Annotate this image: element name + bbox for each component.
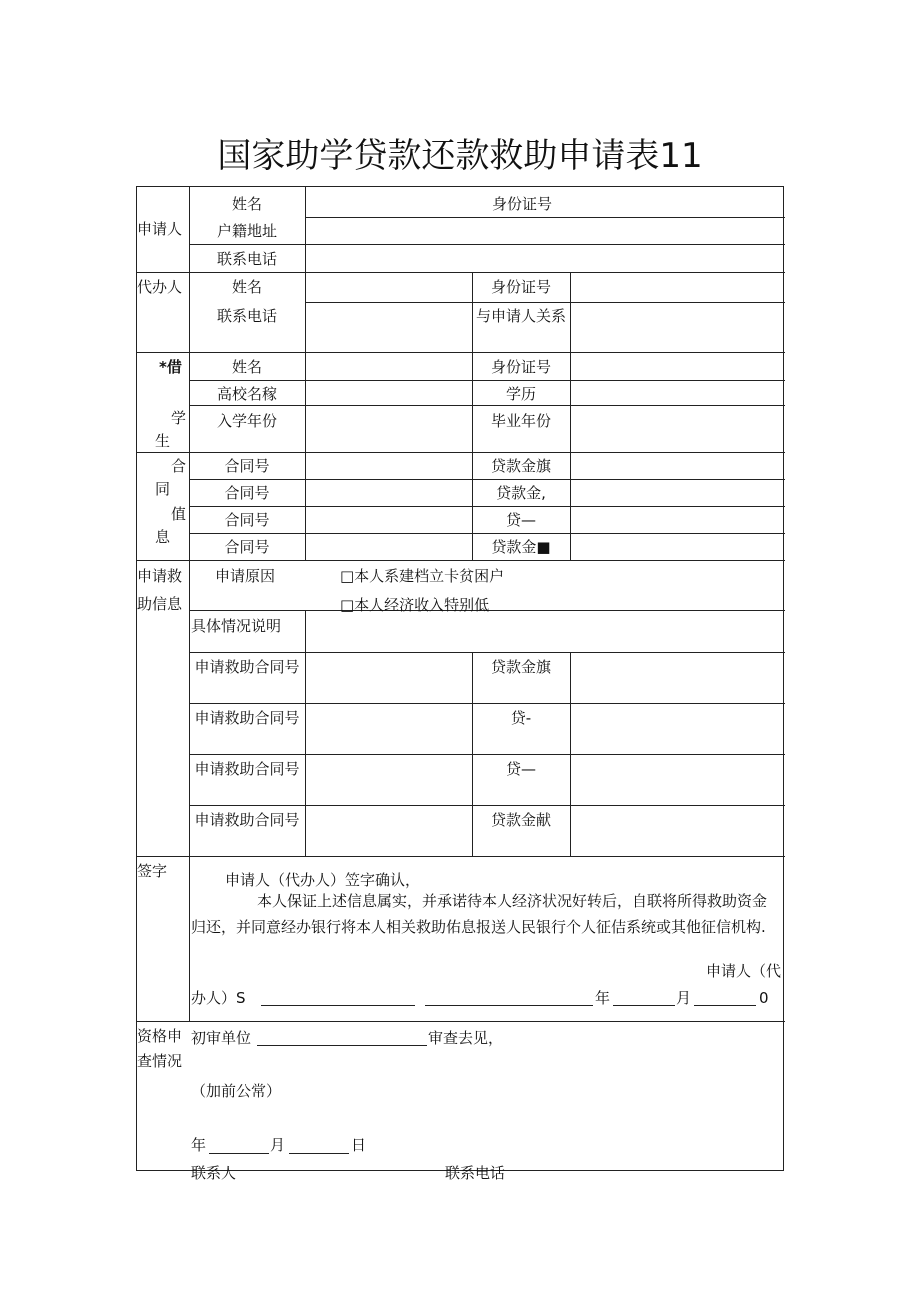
day-blank[interactable] (694, 1005, 756, 1006)
aid-loan-amount-label: 贷款金献 (490, 811, 551, 829)
review-section-label: 查情况 (137, 1052, 183, 1070)
aid-reason-label: 申请原因 (215, 567, 276, 585)
agent-name-label: 姓名 (231, 278, 262, 296)
borrower-name-label: 姓名 (231, 358, 262, 376)
contract-section-label: 值 (171, 505, 187, 523)
aid-loan-amount-label: 贷款金旗 (490, 658, 551, 676)
review-section-label: 资格申 (137, 1027, 183, 1045)
loan-amount-label: 贷款金旗 (490, 457, 551, 475)
grid-line (305, 187, 306, 272)
agent-id-label: 身份证号 (490, 278, 551, 296)
grid-line (189, 506, 785, 507)
grid-line (305, 302, 785, 303)
review-year-label: 年 (191, 1136, 207, 1154)
review-day-blank[interactable] (289, 1153, 349, 1154)
review-unit-blank[interactable] (257, 1045, 427, 1046)
review-day-label: 日 (351, 1136, 367, 1154)
contract-section-label: 同 (155, 480, 171, 498)
aid-section-label: 助信息 (137, 595, 183, 613)
signature-blank[interactable] (261, 1005, 415, 1006)
contract-section-label: 息 (155, 528, 171, 546)
review-unit-label: 初审单位 (191, 1029, 252, 1047)
grid-line (189, 405, 785, 406)
aid-contract-number-label: 申请救助合同号 (194, 709, 300, 727)
signature-applicant-label: 申请人（代 (706, 962, 782, 980)
grid-line (189, 754, 785, 755)
review-seal-label: （加前公常） (191, 1082, 282, 1100)
aid-contract-number-label: 申请救助合同号 (194, 760, 300, 778)
borrower-school-label: 高校名稼 (216, 385, 277, 403)
contract-number-label: 合同号 (224, 484, 270, 502)
review-month-blank[interactable] (209, 1153, 269, 1154)
applicant-id-label: 身份证号 (491, 195, 552, 213)
review-month-label: 月 (270, 1136, 286, 1154)
applicant-name-label: 姓名 (231, 195, 262, 213)
contract-number-label: 合同号 (224, 511, 270, 529)
signature-month-label: 月 (676, 989, 692, 1007)
review-contact-label: 联系人 (191, 1164, 237, 1182)
agent-phone-label: 联系电话 (216, 307, 277, 325)
review-contact-phone-label: 联系电话 (445, 1164, 506, 1182)
grid-line (137, 856, 785, 857)
aid-contract-number-label: 申请救助合同号 (194, 811, 300, 829)
grid-line (137, 560, 785, 561)
signature-confirm-line: 申请人（代办人）笠字确认， (225, 871, 421, 889)
contract-number-label: 合同号 (224, 457, 270, 475)
borrower-enroll-label: 入学年份 (216, 412, 277, 430)
aid-loan-amount-label: 贷— (505, 760, 536, 778)
applicant-section-label: 申请人 (137, 220, 183, 238)
grid-line (570, 272, 571, 560)
signature-year-label: 年 (595, 989, 611, 1007)
grid-line (137, 272, 785, 273)
aid-loan-amount-label: 贷- (510, 709, 532, 727)
signature-section-label: 签字 (137, 862, 168, 880)
month-blank[interactable] (613, 1005, 675, 1006)
signature-statement: 归还，并同意经办银行将本人相关救助佑息报送人民银行个人征佶系统或其他征信机构. (191, 918, 766, 936)
aid-section-label: 申请救 (137, 567, 183, 585)
signature-end-mark: 0 (759, 989, 769, 1007)
grid-line (305, 610, 306, 856)
borrower-education-label: 学历 (505, 385, 536, 403)
loan-amount-label: 贷款金■ (491, 538, 551, 556)
contract-section-label: 合 (171, 457, 187, 475)
loan-amount-label: 贷款金, (496, 484, 546, 502)
date-blank[interactable] (425, 1005, 593, 1006)
grid-line (189, 533, 785, 534)
grid-line (137, 452, 785, 453)
page-title: 国家助学贷款还款救助申请表11 (217, 136, 703, 176)
applicant-phone-label: 联系电话 (216, 250, 277, 268)
reason-option-poverty[interactable]: □本人系建档立卡贫困户 (340, 567, 505, 585)
applicant-address-label: 户籍地址 (216, 222, 277, 240)
signature-applicant-label: 办人）S (191, 989, 246, 1007)
grid-line (137, 1021, 785, 1022)
grid-line (305, 217, 785, 218)
application-form-table (136, 186, 784, 1182)
grid-line (137, 352, 785, 353)
signature-statement: 本人保证上述信息属实，并承诺待本人经济状况好转后，自联将所得救助资金 (257, 892, 768, 910)
contract-number-label: 合同号 (224, 538, 270, 556)
aid-contract-number-label: 申请救助合同号 (194, 658, 300, 676)
grid-line (189, 479, 785, 480)
grid-line (189, 380, 785, 381)
borrower-graduate-label: 毕业年份 (490, 412, 551, 430)
grid-line (189, 652, 785, 653)
borrower-section-label: *借 (159, 358, 182, 376)
loan-amount-label: 贷— (505, 511, 536, 529)
grid-line (570, 652, 571, 856)
aid-details-label: 具体情况说明 (191, 617, 282, 635)
grid-line (189, 703, 785, 704)
grid-line (189, 244, 785, 245)
borrower-id-label: 身份证号 (490, 358, 551, 376)
agent-section-label: 代办人 (137, 278, 183, 296)
agent-relation-label: 与申请人关系 (475, 307, 566, 325)
borrower-section-label: 学 (171, 409, 187, 427)
borrower-section-label: 生 (155, 432, 171, 450)
grid-line (305, 272, 306, 560)
grid-line (189, 805, 785, 806)
reason-option-low-income[interactable]: □本人经济收入特别低 (340, 596, 490, 614)
review-opinion-label: 审查去见， (428, 1029, 504, 1047)
